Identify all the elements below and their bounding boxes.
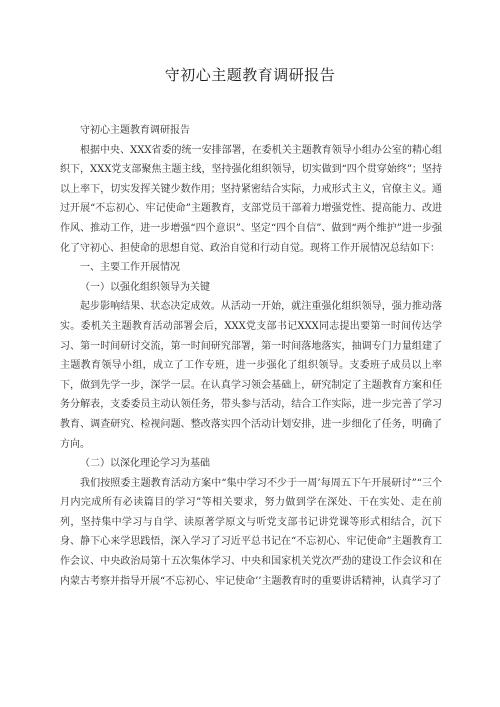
subsection-heading-1: （一）以强化组织领导为关键 [80,281,210,293]
document-body [60,121,442,591]
paragraph-theory-study: 我们按照委主题教育活动方案中“集中学习不少于一周’每周五下午开展研讨”“三个月内完成所有必读篇目的学习”等相关要求，努力做到学在深处、干在实处、走在前列，坚持集中学习与自学、读原著学原文与听党支部书记讲党课等形式相结合，沉下身、静下心来学思践悟，深入学习了习近平总书记在“不忘初心、牢记使命”主题教育工作会议、中央政治局第十五次集体学习、中央和国家机关党次严劲的建设工作会议和在内蒙古考察并指导开展“不忘初心、牢记使命’’主题教育时的重要讲话精神，认真学习了 [60,477,442,587]
document-title: 守初心主题教育调研报告 [164,66,336,84]
subtitle-line: 守初心主题教育调研报告 [80,125,190,136]
section-heading: 一、主要工作开展情况 [80,262,180,274]
paragraph-organization: 起步影响结果、状态决定成效。从活动一开始，就注重强化组织领导，强力推动落实。委机关主题教育活动部署会后，XXX党支部书记XXX同志提出要第一时间传达学习、第一时间研讨交流，第一时间研究部署，第一时间落地落实，抽调专门力量组建了主题教育领导小组，成立了工作专班，进一步强化了组织领导。支委班子成员以上率下，做到先学一步，深学一层。在认真学习领会基础上，研究制定了主题教育方案和任务分解表，支委委员主动认领任务，带头参与活动，结合工作实际，进一步完善了学习教育、调查研究、检视问题、整改落实四个活动计划安排，进一步细化了任务，明确了方向。 [60,301,442,450]
paragraph-intro: 根据中央、XXX省委的统一安排部署，在委机关主题教育领导小组办公室的精心组织下，XXX党支部聚焦主题主线，坚持强化组织领导，切实做到“四个贯穿始终”；坚持以上率下，切实发挥关键少数作用；坚持紧密结合实际，力戒形式主义，官僚主义。通过开展“不忘初心、牢记使命”主题教育，支部党员干部着力增强党性、提高能力、改进作风、推动工作，进一步增强“四个意识”、坚定“四个自信”、做到“两个维护”进一步强化了守初心、担使命的思想自觉、政治自觉和行动自觉。现将工作开展情况总结如下： [60,144,442,254]
subsection-heading-2: （二）以深化理论学习为基础 [80,458,210,470]
